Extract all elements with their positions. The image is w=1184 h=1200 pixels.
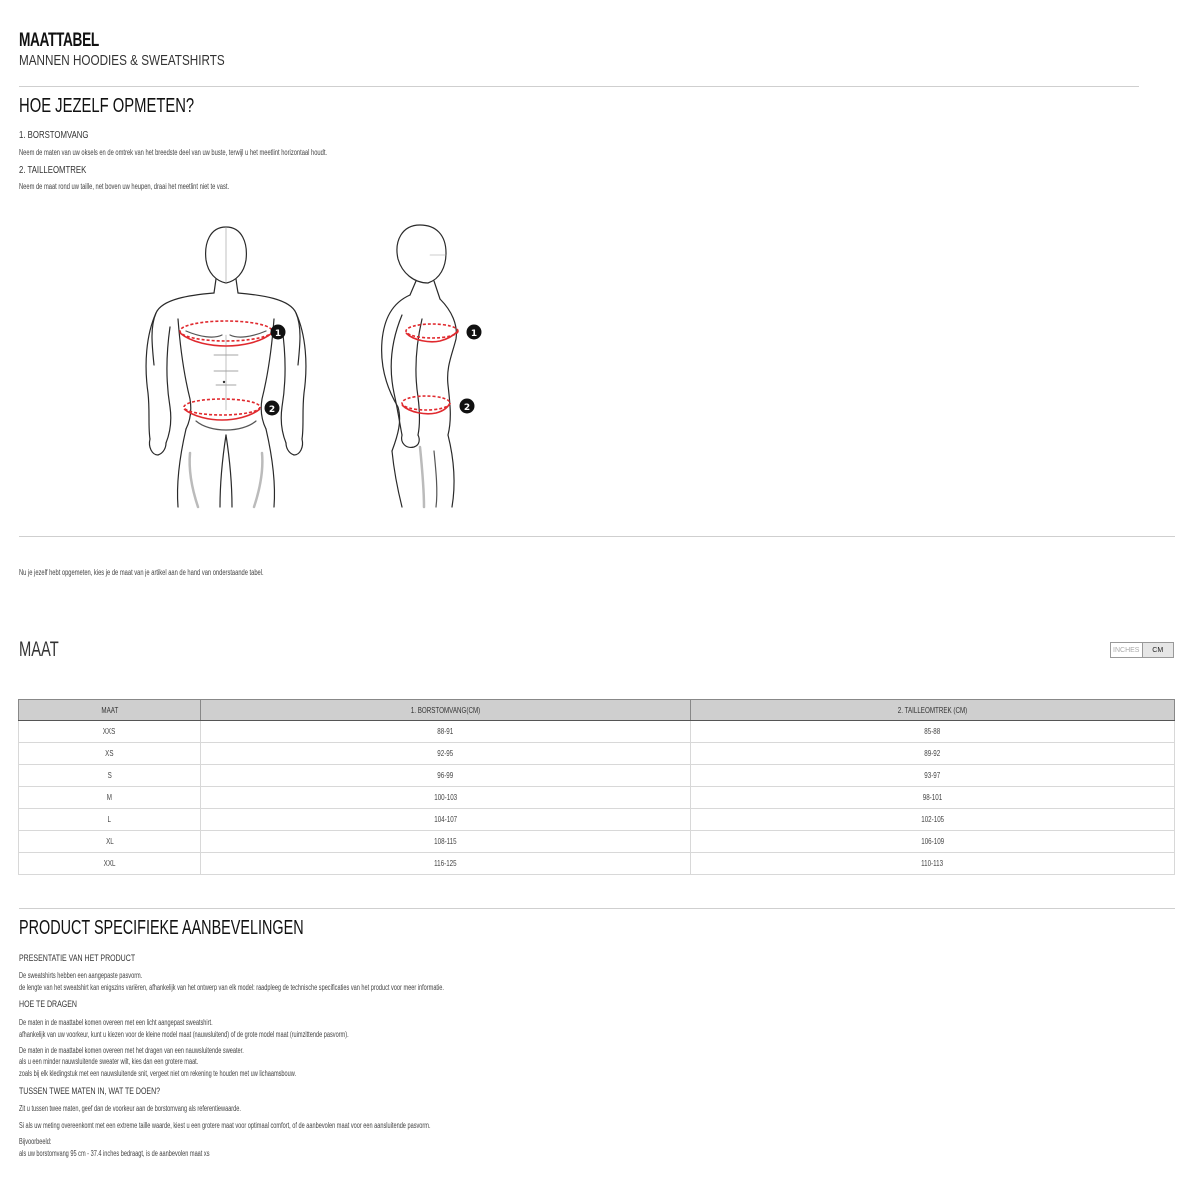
size-cell: XL [19, 831, 201, 853]
size-cell: XS [19, 743, 201, 765]
column-header-size: MAAT [19, 700, 201, 721]
presentation-line: De sweatshirts hebben een aangepaste pasvorm. [19, 971, 143, 980]
step-1-description: Neem de maten van uw oksels en de omtrek van het breedste deel van uw buste, terwijl u het meetlint horizontaal houdt. [19, 148, 328, 157]
measure-heading: HOE JEZELF OPMETEN? [19, 95, 195, 117]
side-chest-measure [406, 324, 458, 342]
front-marker-2 [265, 401, 280, 416]
chest-cell: 116-125 [201, 853, 691, 875]
size-cell: XXL [19, 853, 201, 875]
step-1-title: 1. BORSTOMVANG [19, 130, 89, 141]
size-cell: XXS [19, 721, 201, 743]
step-2-description: Neem de maat rond uw taille, net boven uw heupen, draai het meetlint niet te vast. [19, 182, 230, 191]
waist-cell: 85-88 [691, 721, 1175, 743]
page-subtitle: MANNEN HOODIES & SWEATSHIRTS [19, 52, 225, 69]
presentation-line: de lengte van het sweatshirt kan enigszins variëren, afhankelijk van het ontwerp van elk model: raadpleeg de technische specificaties van het product voor meer informatie. [19, 983, 444, 992]
side-body-figure [382, 225, 457, 507]
wear-line: De maten in de maattabel komen overeen met een licht aangepast sweatshirt. [19, 1018, 213, 1027]
between-sizes-title: TUSSEN TWEE MATEN IN, WAT TE DOEN? [19, 1086, 161, 1096]
chest-cell: 96-99 [201, 765, 691, 787]
chest-cell: 108-115 [201, 831, 691, 853]
side-waist-measure [402, 396, 450, 414]
example-label: Bijvoorbeeld: [19, 1137, 52, 1146]
measurement-illustration [130, 215, 510, 510]
table-row [19, 787, 1175, 809]
waist-cell: 110-113 [691, 853, 1175, 875]
chest-cell: 88-91 [201, 721, 691, 743]
recommendations-heading: PRODUCT SPECIFIEKE AANBEVELINGEN [19, 917, 304, 939]
waist-cell: 89-92 [691, 743, 1175, 765]
table-row [19, 765, 1175, 787]
svg-text:1: 1 [274, 329, 282, 339]
divider [19, 536, 1175, 537]
between-sizes-line: Zit u tussen twee maten, geef dan de voorkeur aan de borstomvang als referentiewaarde. [19, 1104, 241, 1113]
unit-toggle[interactable] [1110, 642, 1174, 658]
size-cell: M [19, 787, 201, 809]
unit-inches-button[interactable]: INCHES [1111, 643, 1142, 657]
wear-line: De maten in de maattabel komen overeen met het dragen van een nauwsluitende sweater. [19, 1046, 244, 1055]
front-marker-1 [271, 325, 286, 340]
wear-line: als u een minder nauwsluitende sweater wilt, kies dan een grotere maat. [19, 1057, 199, 1066]
step-2-title: 2. TAILLEOMTREK [19, 165, 87, 176]
front-waist-measure [184, 399, 260, 420]
svg-text:2: 2 [268, 405, 276, 415]
side-marker-2 [460, 399, 475, 414]
table-row [19, 853, 1175, 875]
example-text: als uw borstomvang 95 cm - 37.4 inches bedraagt, is de aanbevolen maat xs [19, 1149, 210, 1158]
table-row [19, 831, 1175, 853]
wear-line: afhankelijk van uw voorkeur, kunt u kiezen voor de kleine model maat (nauwsluitend) of de grote model maat (ruimzittende pasvorm). [19, 1030, 349, 1039]
table-header-row [19, 700, 1175, 721]
divider [19, 86, 1139, 87]
between-sizes-line: Si als uw meting overeenkomt met een extreme taille waarde, kiest u een grotere maat voor optimaal comfort, of de aanbevolen maat voor een aansluitende pasvorm. [19, 1121, 431, 1130]
table-row [19, 809, 1175, 831]
front-body-figure [146, 227, 306, 507]
presentation-title: PRESENTATIE VAN HET PRODUCT [19, 953, 136, 963]
size-cell: L [19, 809, 201, 831]
size-cell: S [19, 765, 201, 787]
page-title: MAATTABEL [19, 30, 99, 51]
size-heading: MAAT [19, 638, 59, 661]
column-header-chest: 1. BORSTOMVANG(CM) [201, 700, 691, 721]
waist-cell: 93-97 [691, 765, 1175, 787]
chest-cell: 92-95 [201, 743, 691, 765]
wear-line: zoals bij elk kledingstuk met een nauwsluitende snit, vergeet niet om rekening te houden met uw lichaamsbouw. [19, 1069, 297, 1078]
intro-text: Nu je jezelf hebt opgemeten, kies je de maat van je artikel aan de hand van onderstaande tabel. [19, 568, 264, 577]
table-row [19, 721, 1175, 743]
unit-cm-button[interactable]: CM [1142, 643, 1174, 657]
waist-cell: 102-105 [691, 809, 1175, 831]
svg-text:1: 1 [470, 329, 478, 339]
size-table [18, 699, 1175, 875]
wear-title: HOE TE DRAGEN [19, 999, 78, 1009]
column-header-waist: 2. TAILLEOMTREK (CM) [691, 700, 1175, 721]
table-row [19, 743, 1175, 765]
chest-cell: 100-103 [201, 787, 691, 809]
waist-cell: 98-101 [691, 787, 1175, 809]
chest-cell: 104-107 [201, 809, 691, 831]
svg-text:2: 2 [463, 403, 471, 413]
side-marker-1 [467, 325, 482, 340]
waist-cell: 106-109 [691, 831, 1175, 853]
divider [19, 908, 1175, 909]
